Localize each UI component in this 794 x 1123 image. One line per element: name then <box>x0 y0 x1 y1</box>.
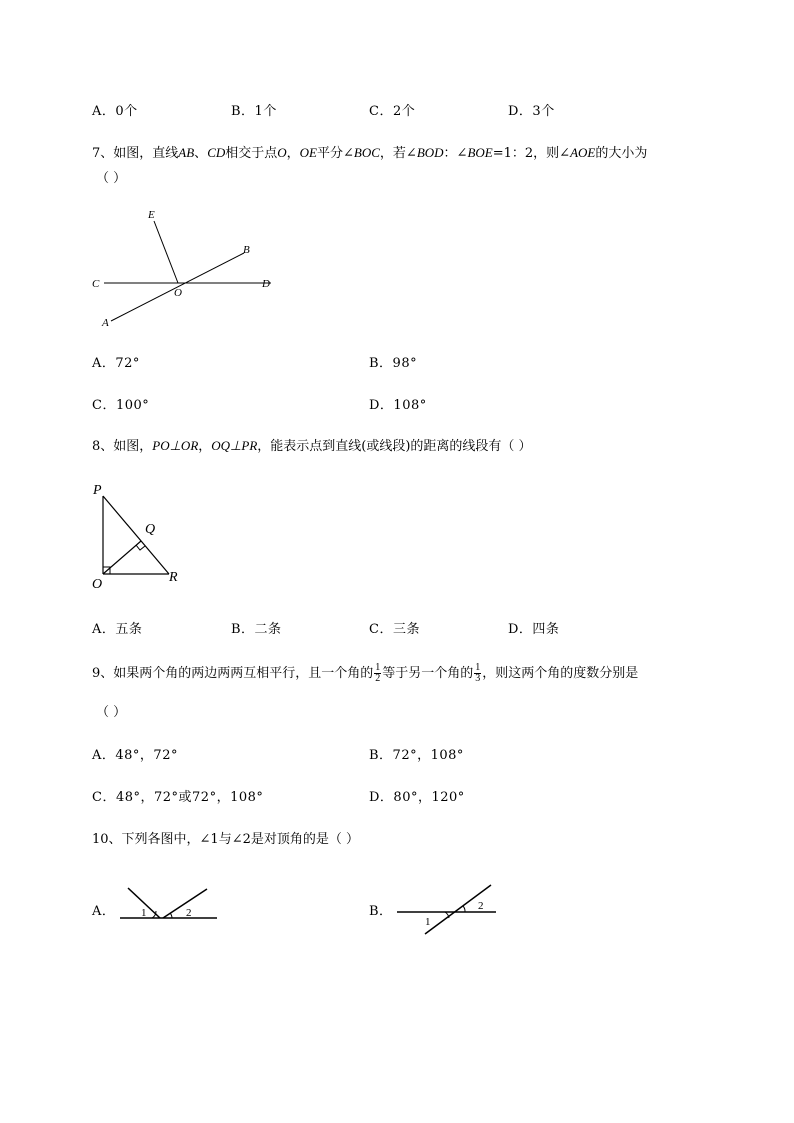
q8-label-r: R <box>169 570 178 585</box>
q7-label-e: E <box>148 209 155 221</box>
q10b-angle-2: 2 <box>478 900 484 912</box>
q7-answer-paren: （ ） <box>96 171 127 186</box>
q10a-angle-1: 1 <box>141 907 147 919</box>
q7-option-a: A．72° <box>92 356 140 371</box>
q6-option-d: D．3个 <box>508 104 555 119</box>
q7-label-d: D <box>262 278 270 290</box>
q10a-angle-2: 2 <box>186 907 192 919</box>
q10-stem: 10、下列各图中，∠1与∠2是对顶角的是（ ） <box>92 832 360 847</box>
q8-stem: 8、如图，PO⊥OR，OQ⊥PR，能表示点到直线(或线段)的距离的线段有（ ） <box>92 438 532 454</box>
q7-option-c: C．100° <box>92 398 150 413</box>
q8-figure <box>86 478 196 593</box>
q6-option-b: B．1个 <box>231 104 277 119</box>
q7-label-c: C <box>92 278 100 290</box>
q7-option-b: B．98° <box>369 356 418 371</box>
q7-label-a: A <box>102 317 109 329</box>
q7-stem: 7、如图，直线AB、CD相交于点O，OE平分∠BOC，若∠BOD：∠BOE=1：2，则∠AOE的大小为 <box>92 145 648 161</box>
q6-option-c: C．2个 <box>369 104 416 119</box>
q6-option-a: A．0个 <box>92 104 138 119</box>
q7-label-o: O <box>174 287 182 299</box>
q10-figure-a <box>116 882 222 924</box>
q8-label-p: P <box>93 483 102 498</box>
q9-option-d: D．80°，120° <box>369 790 465 805</box>
q8-label-o: O <box>92 577 103 592</box>
q9-option-c: C．48°，72°或72°，108° <box>92 790 264 805</box>
q8-option-c: C．三条 <box>369 622 420 637</box>
q9-fraction-third: $\frac{1}{3}$ <box>475 662 481 684</box>
q10-option-a-label: A． <box>92 904 116 919</box>
q10-option-b-label: B． <box>369 904 393 919</box>
q7-figure <box>86 200 286 335</box>
q9-stem: 9、如果两个角的两边两两互相平行，且一个角的 $\frac{1}{2}$ 等于另一个角的 $\frac{1}{3}$ ，则这两个角的度数分别是 <box>92 662 639 684</box>
q9-fraction-half: $\frac{1}{2}$ <box>375 662 381 684</box>
q8-option-d: D．四条 <box>508 622 560 637</box>
q9-option-b: B．72°，108° <box>369 748 464 763</box>
q10b-angle-1: 1 <box>425 916 431 928</box>
q9-answer-paren: （ ） <box>96 705 127 720</box>
q7-option-d: D．108° <box>369 398 427 413</box>
q8-option-b: B．二条 <box>231 622 282 637</box>
q8-label-q: Q <box>145 522 156 537</box>
q9-option-a: A．48°，72° <box>92 748 178 763</box>
q10-figure-b <box>393 880 503 938</box>
q8-option-a: A．五条 <box>92 622 143 637</box>
q7-label-b: B <box>243 244 250 256</box>
